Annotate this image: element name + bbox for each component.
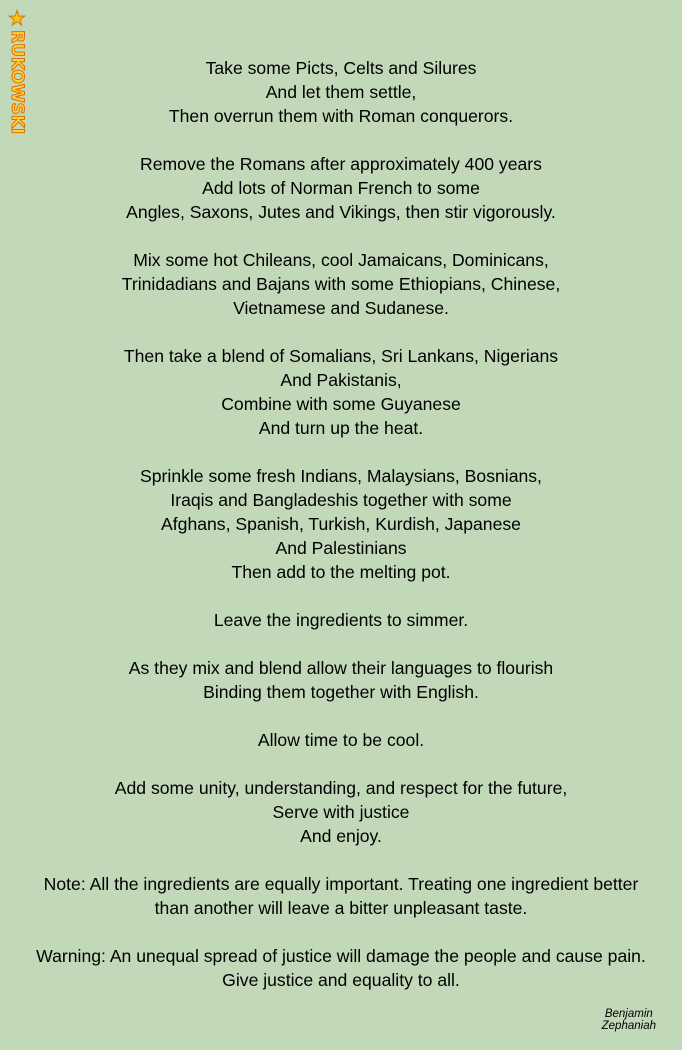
author-first-name: Benjamin [604,1008,653,1020]
poem-stanza [0,776,682,848]
poem-stanza [0,464,682,584]
poem-line: Serve with justice [272,802,410,822]
poem-stanza [0,56,682,128]
poem-line: Add lots of Norman French to some [202,178,480,198]
poem-stanza [0,656,682,704]
watermark-text: RUKOWSKI [7,30,27,135]
poem-line: Add some unity, understanding, and respect for the future, [114,778,568,798]
poem-line: Remove the Romans after approximately 400 years [140,154,542,174]
poem-line: And turn up the heat. [258,418,424,438]
poem-line: And let them settle, [265,82,417,102]
poem-line: Trinidadians and Bajans with some Ethiopians, Chinese, [121,274,561,294]
poem-line: And Pakistanis, [280,370,402,390]
poem-line: Vietnamese and Sudanese. [233,298,449,318]
poem-stanza [0,608,682,632]
poem-line: Afghans, Spanish, Turkish, Kurdish, Japanese [161,514,521,534]
poem-line: And enjoy. [300,826,382,846]
poem-line: Then add to the melting pot. [231,562,451,582]
poem-line: Then overrun them with Roman conquerors. [168,106,514,126]
author-last-name: Zephaniah [601,1020,656,1032]
poem-line: Angles, Saxons, Jutes and Vikings, then stir vigorously. [126,202,556,222]
poem-body [0,56,682,1016]
poem-line: Warning: An unequal spread of justice will damage the people and cause pain. [36,946,646,966]
poem-line: Note: All the ingredients are equally important. Treating one ingredient better [43,874,639,894]
poem-line: Binding them together with English. [203,682,479,702]
poem-line: Sprinkle some fresh Indians, Malaysians, Bosnians, [140,466,542,486]
poem-line: As they mix and blend allow their languages to flourish [128,658,554,678]
poem-stanza [0,944,682,992]
poem-stanza [0,152,682,224]
poem-line: Then take a blend of Somalians, Sri Lankans, Nigerians [123,346,559,366]
poem-line: Iraqis and Bangladeshis together with some [170,490,512,510]
star-icon: ★ [8,6,26,30]
poem-line: than another will leave a bitter unpleasant taste. [154,898,528,918]
poem-line: And Palestinians [275,538,407,558]
poem-line: Allow time to be cool. [257,730,425,750]
poem-stanza [0,728,682,752]
poem-line: Take some Picts, Celts and Silures [205,58,477,78]
poem-line: Mix some hot Chileans, cool Jamaicans, Dominicans, [133,250,549,270]
poem-line: Combine with some Guyanese [221,394,461,414]
poem-line: Give justice and equality to all. [222,970,460,990]
poem-stanza [0,248,682,320]
poem-stanza [0,344,682,440]
poem-stanza [0,872,682,920]
poem-author [602,1008,656,1032]
poem-line: Leave the ingredients to simmer. [213,610,469,630]
